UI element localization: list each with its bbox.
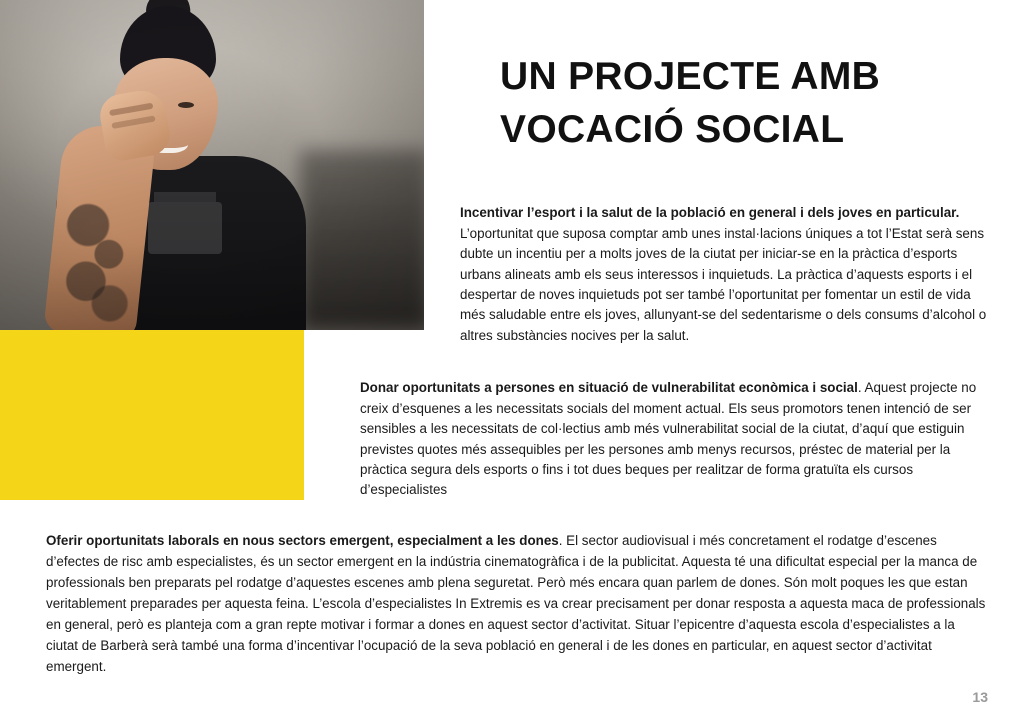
photo-vignette bbox=[0, 0, 424, 330]
page-title: UN PROJECTE AMB VOCACIÓ SOCIAL bbox=[500, 55, 881, 152]
paragraph-oferir-oportunitats bbox=[46, 531, 988, 677]
paragraph-incentivar bbox=[460, 203, 988, 346]
page-number: 13 bbox=[972, 689, 988, 705]
paragraph-donar-oportunitats bbox=[360, 378, 988, 500]
yellow-accent-block bbox=[0, 330, 304, 500]
paragraph-oferir-oportunitats-body: . El sector audiovisual i més concretament el rodatge d’escenes d’efectes de risc amb especialistes, és un sector emergent en la indústria cinematogràfica i de la publicitat. Aquesta té una dificultat especial per la manca de professionals ben preparats pel rodatge d’aquestes escenes amb plena seguretat. Però més encara quan parlem de dones. Són molt poques les que estan veritablement preparades per aquesta feina. L’escola d’especialistes In Extremis es va crear precisament per donar resposta a aquesta maca de professionals en general, però es planteja com a gran repte motivar i formar a dones en aquest sector d’activitat. Situar l’epicentre d’aquesta escola d’especialistes a la ciutat de Barberà serà també una forma d’incentivar l’ocupació de la seva població en general i de les dones en particular, en aquest sector d’activitat emergent. bbox=[46, 533, 986, 674]
paragraph-incentivar-lead: Incentivar l’esport i la salut de la població en general i dels joves en particular. bbox=[460, 205, 960, 221]
paragraph-incentivar-body: L’oportunitat que suposa comptar amb unes instal·lacions úniques a tot l’Estat serà sens dubte un incentiu per a molts joves de la ciutat per iniciar-se en la pràctica d’esports urbans alineats amb els seus interessos i inquietuds. La pràctica d’aquests esports i el despertar de noves inquietuds pot ser també l’oportunitat per fomentar un estil de vida més saludable entre els joves, allunyant-se del sedentarisme o dels consums d’alcohol o altres substàncies nocives per la salut. bbox=[460, 225, 987, 343]
boxing-photo bbox=[0, 0, 424, 330]
paragraph-donar-oportunitats-body: . Aquest projecte no creix d’esquenes a les necessitats socials del moment actual. Els seus promotors tenen intenció de ser sensibles a les necessitats de col·lectius amb més vulnerabilitat social de la ciutat, d’aquí que estiguin previstes quotes més assequibles per les persones amb menys recursos, préstec de material per la pràctica segura dels esports o fins i tot dues beques per realitzar de forma gratuïta els cursos d’especialistes bbox=[360, 380, 977, 498]
paragraph-donar-oportunitats-lead: Donar oportunitats a persones en situació de vulnerabilitat econòmica i social bbox=[360, 380, 858, 396]
paragraph-oferir-oportunitats-lead: Oferir oportunitats laborals en nous sectors emergent, especialment a les dones bbox=[46, 533, 559, 549]
